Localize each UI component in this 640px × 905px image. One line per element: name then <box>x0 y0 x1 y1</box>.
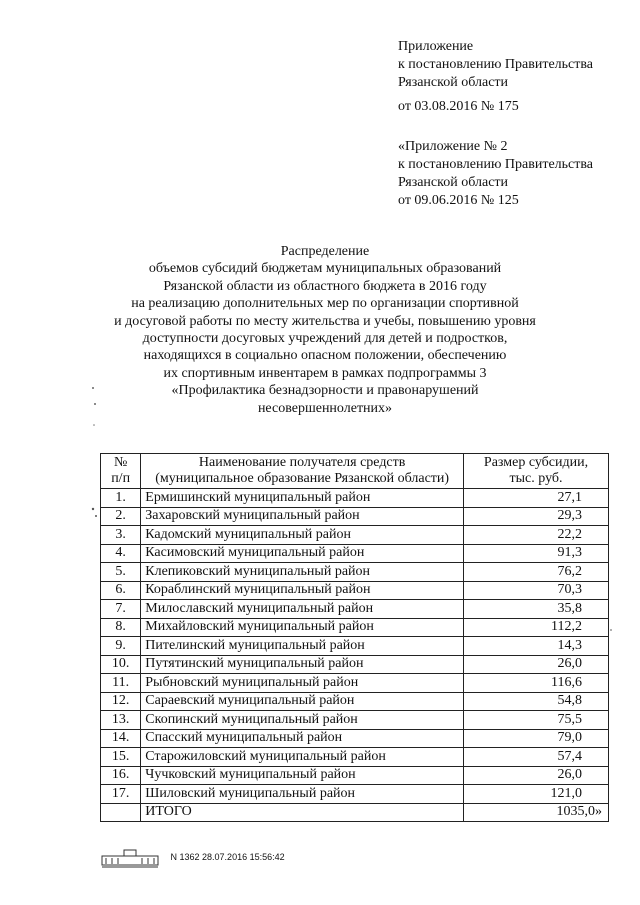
row-recipient: Ермишинский муниципальный район <box>141 489 464 508</box>
approval-date: от 09.06.2016 № 125 <box>398 193 519 208</box>
row-recipient: Кадомский муниципальный район <box>141 526 464 545</box>
approval-line: Приложение <box>398 39 474 54</box>
row-recipient: Кораблинский муниципальный район <box>141 581 464 600</box>
row-num: 6. <box>101 581 141 600</box>
row-amount: 54,8 <box>464 692 609 711</box>
row-amount: 79,0 <box>464 729 609 748</box>
approval-date: от 03.08.2016 № 175 <box>398 99 519 114</box>
heading-line: Рязанской области из областного бюджета в 2016 году <box>163 278 487 294</box>
header-recipient: Наименование получателя средств (муниципальное образование Рязанской области) <box>141 454 464 489</box>
row-recipient: Захаровский муниципальный район <box>141 507 464 526</box>
row-num: 17. <box>101 785 141 804</box>
row-num: 2. <box>101 507 141 526</box>
row-recipient: Милославский муниципальный район <box>141 600 464 619</box>
row-num: 16. <box>101 766 141 785</box>
row-num: 3. <box>101 526 141 545</box>
row-amount: 35,8 <box>464 600 609 619</box>
heading-line: и досуговой работы по месту жительства и учебы, повышению уровня <box>114 313 536 329</box>
row-amount: 116,6 <box>464 674 609 693</box>
row-amount: 26,0 <box>464 655 609 674</box>
row-amount: 22,2 <box>464 526 609 545</box>
row-num: 9. <box>101 637 141 656</box>
approval-line: Рязанской области <box>398 75 509 90</box>
approval-line: к постановлению Правительства <box>398 157 594 172</box>
header-num: № п/п <box>101 454 141 489</box>
row-amount: 26,0 <box>464 766 609 785</box>
row-recipient: Михайловский муниципальный район <box>141 618 464 637</box>
heading-line: их спортивным инвентарем в рамках подпрограммы 3 <box>163 365 487 381</box>
row-num: 7. <box>101 600 141 619</box>
approval-line: Рязанской области <box>398 175 509 190</box>
row-recipient: Скопинский муниципальный район <box>141 711 464 730</box>
row-num: 10. <box>101 655 141 674</box>
approval-line: к постановлению Правительства <box>398 57 594 72</box>
heading-line: находящихся в социально опасном положении, обеспечению <box>143 348 507 364</box>
row-amount: 121,0 <box>464 785 609 804</box>
row-recipient: Спасский муниципальный район <box>141 729 464 748</box>
row-recipient: Шиловский муниципальный район <box>141 785 464 804</box>
row-recipient: Путятинский муниципальный район <box>141 655 464 674</box>
registration-number: N 1362 28.07.2016 15:56:42 <box>170 852 285 862</box>
row-amount: 70,3 <box>464 581 609 600</box>
row-recipient: Чучковский муниципальный район <box>141 766 464 785</box>
row-num: 1. <box>101 489 141 508</box>
total-amount: 1035,0» <box>464 803 609 822</box>
row-recipient: Касимовский муниципальный район <box>141 544 464 563</box>
header-amount: Размер субсидии, тыс. руб. <box>464 454 609 489</box>
heading-line: Распределение <box>280 244 370 259</box>
row-num: 12. <box>101 692 141 711</box>
row-num: 14. <box>101 729 141 748</box>
row-recipient: Сараевский муниципальный район <box>141 692 464 711</box>
row-recipient: Старожиловский муниципальный район <box>141 748 464 767</box>
row-amount: 91,3 <box>464 544 609 563</box>
heading-line: на реализацию дополнительных мер по организации спортивной <box>131 296 519 312</box>
row-num: 11. <box>101 674 141 693</box>
row-num: 13. <box>101 711 141 730</box>
row-num: 4. <box>101 544 141 563</box>
row-recipient: Клепиковский муниципальный район <box>141 563 464 582</box>
row-amount: 57,4 <box>464 748 609 767</box>
heading-line: «Профилактика безнадзорности и правонарушений <box>171 383 479 399</box>
row-num: 15. <box>101 748 141 767</box>
approval-line: «Приложение № 2 <box>398 139 508 154</box>
row-num: 5. <box>101 563 141 582</box>
row-amount: 76,2 <box>464 563 609 582</box>
heading-line: несовершеннолетних» <box>257 400 393 416</box>
row-num: 8. <box>101 618 141 637</box>
row-amount: 29,3 <box>464 507 609 526</box>
row-recipient: Рыбновский муниципальный район <box>141 674 464 693</box>
total-label: ИТОГО <box>141 803 464 822</box>
row-amount: 75,5 <box>464 711 609 730</box>
row-amount: 14,3 <box>464 637 609 656</box>
row-amount: 112,2 <box>464 618 609 637</box>
row-amount: 27,1 <box>464 489 609 508</box>
heading-line: объемов субсидий бюджетам муниципальных образований <box>148 261 502 277</box>
heading-line: доступности досуговых учреждений для детей и подростков, <box>142 331 508 347</box>
row-recipient: Пителинский муниципальный район <box>141 637 464 656</box>
